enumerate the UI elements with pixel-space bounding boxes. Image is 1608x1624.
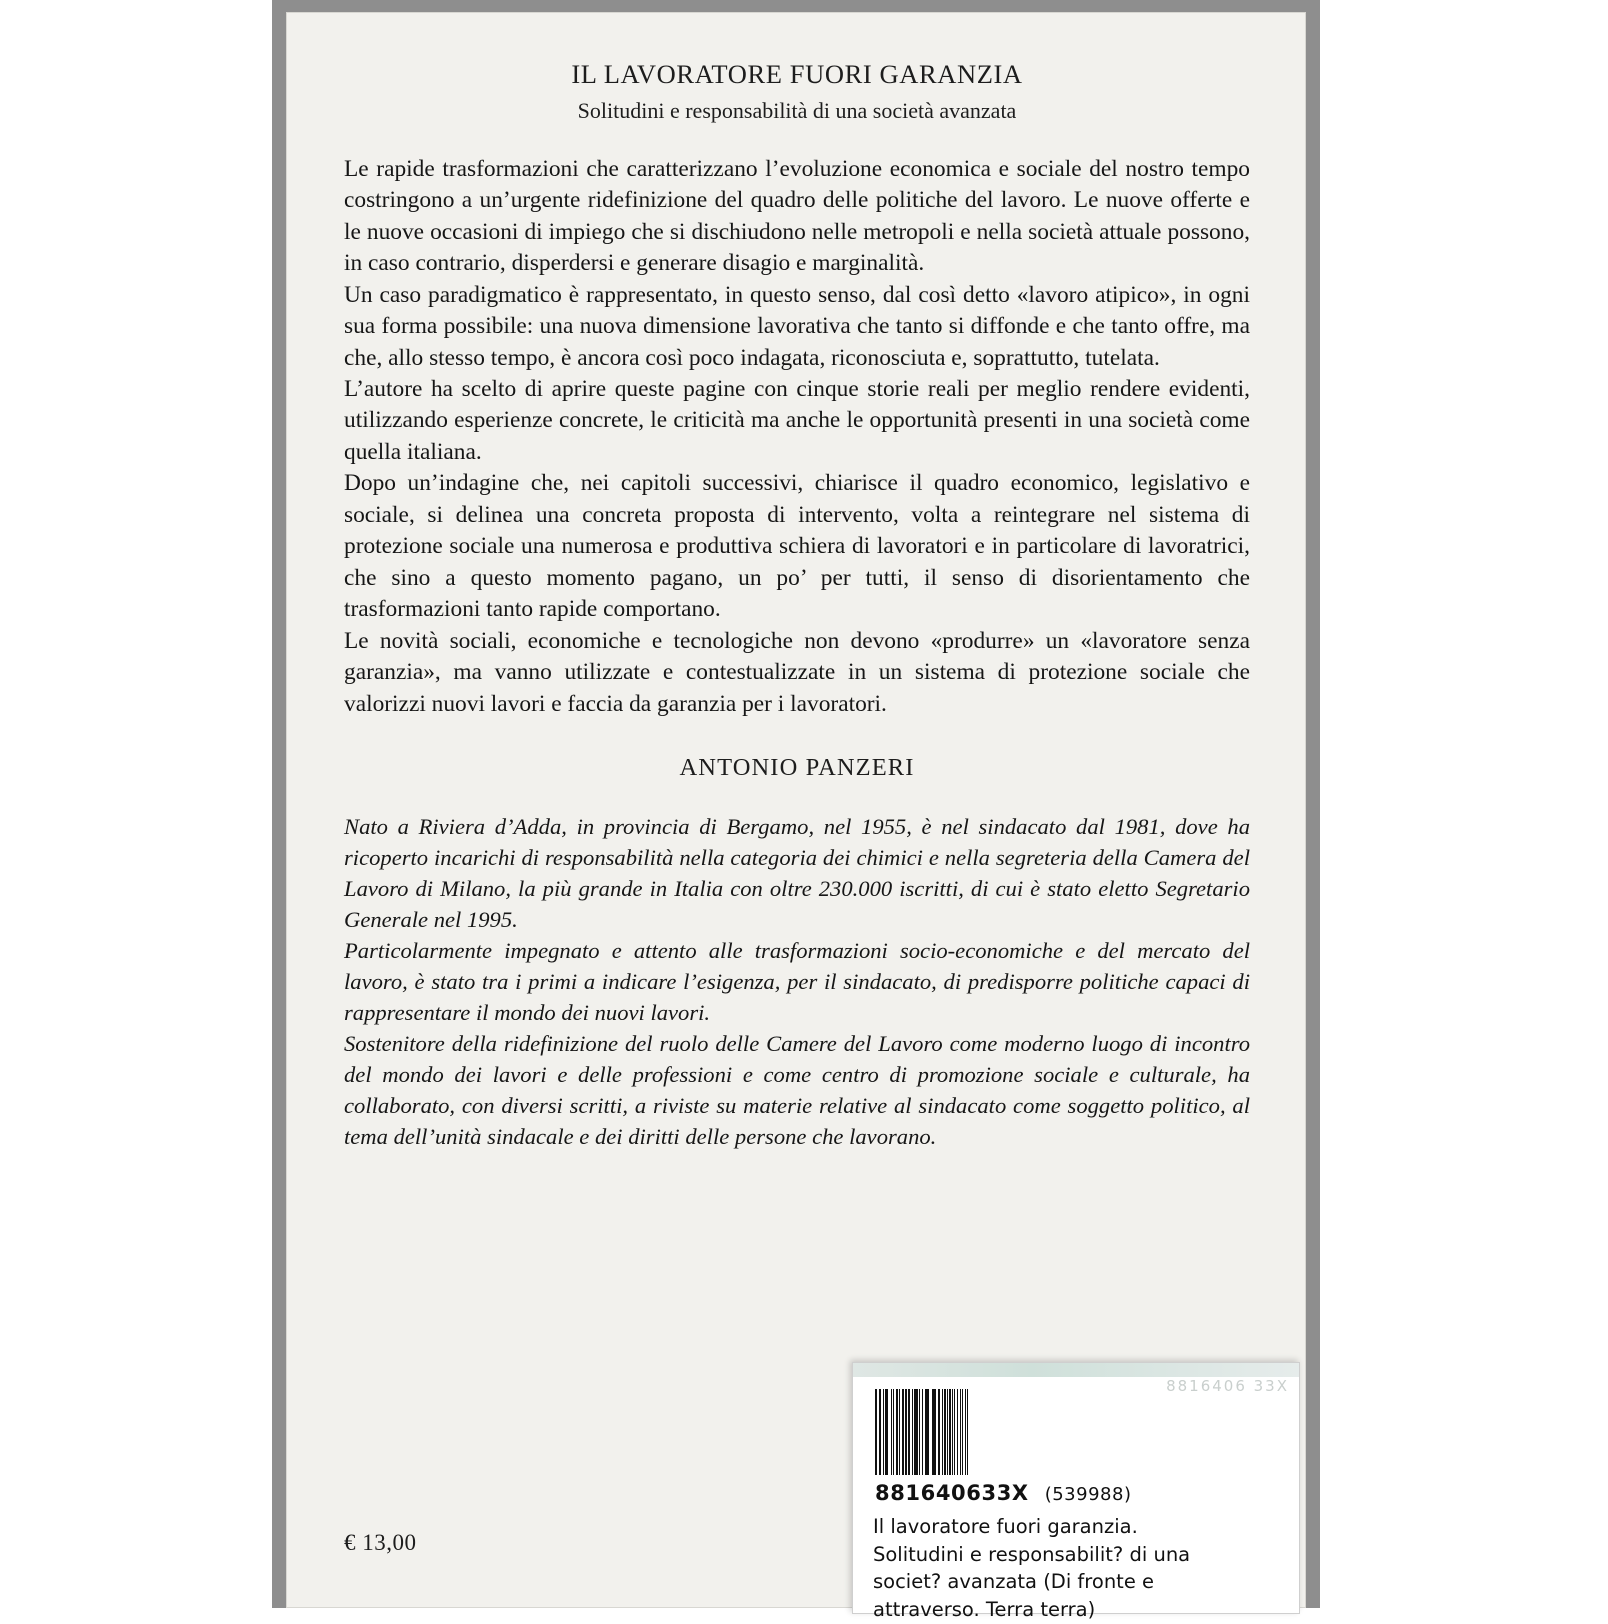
sticker-description-line: Il lavoratore fuori garanzia. xyxy=(873,1515,1138,1538)
book-frame xyxy=(272,0,1320,1622)
bio-paragraph: Nato a Riviera d’Adda, in provincia di Bergamo, nel 1955, è nel sindacato dal 1981, dove ha ricoperto incarichi di responsabilità nella categoria dei chimici e nella segreteria della Camera del Lavoro di Milano, la più grande in Italia con oltre 230.000 iscritti, di cui è stato eletto Segretario Generale nel 1995. xyxy=(344,814,1250,933)
sticker-description-line: Solitudini e responsabilit? di una xyxy=(873,1542,1191,1566)
sticker-description-line: societ? avanzata (Di fronte e xyxy=(873,1570,1155,1594)
blurb-paragraph: Dopo un’indagine che, nei capitoli successivi, chiarisce il quadro economico, legislativo e sociale, si delinea una concreta proposta di intervento, volta a reintegrare nel sistema di protezione sociale una numerosa e produttiva schiera di lavoratori e in particolare di lavoratrici, che sino a questo momento pagano, un po’ per tutti, il senso di disorientamento che trasformazioni tanto rapide comportano. xyxy=(344,470,1250,623)
book-title: IL LAVORATORE FUORI GARANZIA xyxy=(571,59,1023,89)
sticker-description xyxy=(873,1513,1289,1624)
blurb-paragraph: L’autore ha scelto di aprire queste pagine con cinque storie reali per meglio rendere evidenti, utilizzando esperienze concrete, le criticità ma anche le opportunità presenti in una società come quella italiana. xyxy=(344,376,1250,465)
sticker-faint-code: 8816406 33X xyxy=(1166,1377,1289,1395)
book-back-cover xyxy=(286,12,1306,1622)
bio-paragraph: Particolarmente impegnato e attento alle trasformazioni socio-economiche e del mercato del lavoro, è stato tra i primi a indicare l’esigenza, per il sindacato, di predisporre politiche capaci di rappresentare il mondo dei nuovi lavori. xyxy=(344,937,1250,1025)
barcode-icon xyxy=(875,1389,1175,1475)
title-block xyxy=(344,58,1250,126)
barcode-sticker xyxy=(852,1362,1300,1622)
blurb-text xyxy=(344,154,1250,720)
book-subtitle: Solitudini e responsabilità di una società avanzata xyxy=(577,98,1017,124)
isbn-line xyxy=(875,1481,1131,1505)
internal-code: (539988) xyxy=(1044,1484,1132,1505)
blurb-paragraph: Le novità sociali, economiche e tecnologiche non devono «produrre» un «lavoratore senza garanzia», ma vanno utilizzate e contestualizzate in un sistema di protezione sociale che valorizzi nuovi lavori e faccia da garanzia per i lavoratori. xyxy=(344,627,1250,717)
price-label: € 13,00 xyxy=(344,1530,417,1555)
author-bio xyxy=(344,812,1250,1152)
blurb-paragraph: Le rapide trasformazioni che caratterizzano l’evoluzione economica e sociale del nostro tempo costringono a un’urgente ridefinizione del quadro delle politiche del lavoro. Le nuove offerte e le nuove occasioni di impiego che si dischiudono nelle metropoli e nella società attuale possono, in caso contrario, disperdersi e generare disagio e marginalità. xyxy=(344,155,1250,277)
blurb-paragraph: Un caso paradigmatico è rappresentato, in questo senso, dal così detto «lavoro atipico», in ogni sua forma possibile: una nuova dimensione lavorativa che tanto si diffonde e che tanto offre, ma che, allo stesso tempo, è ancora così poco indagata, riconosciuta e, soprattutto, tutelata. xyxy=(344,281,1250,371)
sticker-strip xyxy=(853,1363,1299,1377)
bio-paragraph: Sostenitore della ridefinizione del ruolo delle Camere del Lavoro come moderno luogo di incontro del mondo dei lavori e delle professioni e come centro di promozione sociale e culturale, ha collaborato, con diversi scritti, a riviste su materie relative al sindacato come soggetto politico, al tema dell’unità sindacale e dei diritti delle persone che lavorano. xyxy=(344,1030,1250,1149)
author-name: ANTONIO PANZERI xyxy=(679,754,915,782)
isbn-value: 881640633X xyxy=(875,1481,1029,1505)
sticker-description-line: attraverso. Terra terra) xyxy=(873,1598,1096,1622)
